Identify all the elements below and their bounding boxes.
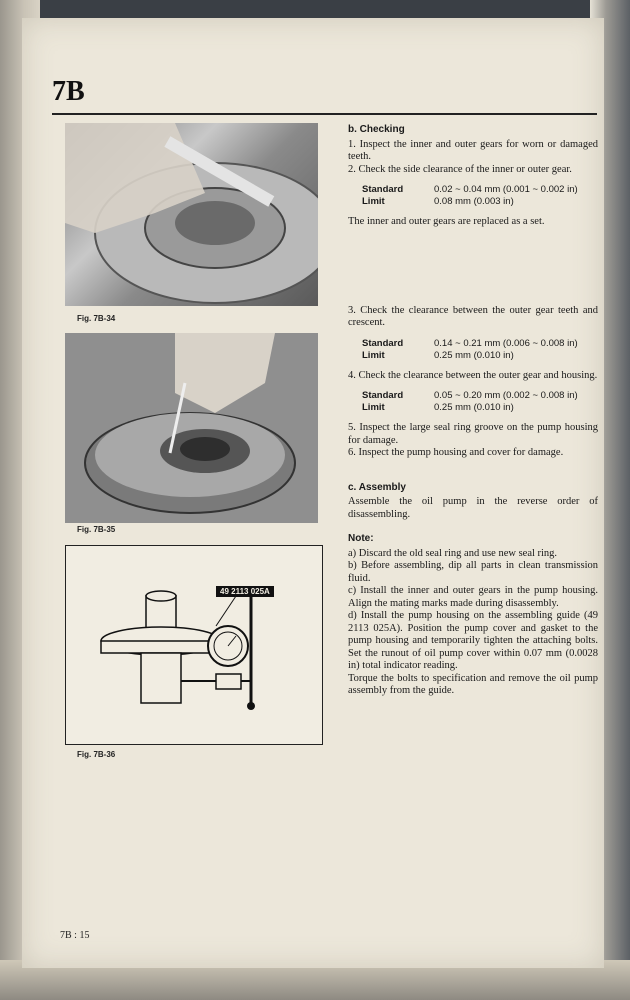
spec-block: [362, 390, 598, 414]
spec-block: [362, 338, 598, 362]
part-number-callout: 49 2113 025A: [216, 586, 274, 597]
spec-value: 0.25 mm (0.010 in): [434, 349, 514, 361]
figure-label: Fig. 7B-34: [77, 314, 116, 323]
note-item: c) Install the inner and outer gears in the pump housing. Align the mating marks made during disassembly.: [348, 585, 598, 609]
note-item: b) Before assembling, dip all parts in clean transmission fluid.: [348, 560, 598, 584]
spec-label: Standard: [362, 184, 404, 195]
spec-label: Standard: [362, 337, 404, 349]
spec-label: Limit: [362, 402, 385, 413]
spec-value: 0.25 mm (0.010 in): [434, 402, 514, 413]
note-item: d) Install the pump housing on the assembling guide (49 2113 025A). Position the pump cover and gasket to the pump housing and temporarily tighten the attaching bolts. Set the runout of oil pump cover within 0.07 mm (0.0028 in) total indicator reading.: [348, 610, 598, 671]
note-item: a) Discard the old seal ring and use new seal ring.: [348, 547, 558, 559]
spec-value: 0.05 ~ 0.20 mm (0.002 ~ 0.008 in): [434, 390, 578, 401]
figure-label: Fig. 7B-35: [77, 525, 116, 534]
step-text: 6. Inspect the pump housing and cover for damage.: [348, 447, 564, 458]
section-heading-assembly: c. Assembly: [348, 481, 406, 493]
text-column: [348, 124, 598, 698]
manual-page: [22, 18, 604, 968]
spec-value: 0.02 ~ 0.04 mm (0.001 ~ 0.002 in): [434, 184, 578, 195]
torque-text: Torque the bolts to specification and remove the oil pump assembly from the guide.: [348, 672, 598, 696]
spec-label: Limit: [362, 196, 385, 207]
step-text: 4. Check the clearance between the outer gear and housing.: [348, 369, 598, 381]
note-heading: Note:: [348, 533, 374, 544]
figure-label: Fig. 7B-36: [77, 750, 116, 759]
section-tag: 7B: [52, 76, 85, 107]
step-text: 1. Inspect the inner and outer gears for worn or damaged teeth.: [348, 138, 598, 162]
spec-label: Limit: [362, 349, 385, 361]
photo-crescent-clearance-check: [65, 333, 318, 523]
spec-label: Standard: [362, 390, 404, 401]
note-text: The inner and outer gears are replaced as a set.: [348, 216, 545, 227]
step-text: 2. Check the side clearance of the inner or outer gear.: [348, 163, 572, 175]
step-text: 5. Inspect the large seal ring groove on the pump housing for damage.: [348, 422, 598, 446]
section-heading-checking: b. Checking: [348, 124, 405, 135]
page-number: 7B : 15: [60, 930, 90, 941]
header-rule: [52, 113, 597, 115]
assembly-intro: Assemble the oil pump in the reverse order of disassembling.: [348, 496, 598, 520]
diagram-dial-indicator: [65, 545, 323, 745]
step-text: 3. Check the clearance between the outer gear teeth and crescent.: [348, 304, 598, 328]
spec-value: 0.14 ~ 0.21 mm (0.006 ~ 0.008 in): [434, 337, 578, 349]
photo-gear-clearance-check: [65, 123, 318, 306]
spec-value: 0.08 mm (0.003 in): [434, 196, 514, 207]
spec-block: [362, 184, 598, 208]
